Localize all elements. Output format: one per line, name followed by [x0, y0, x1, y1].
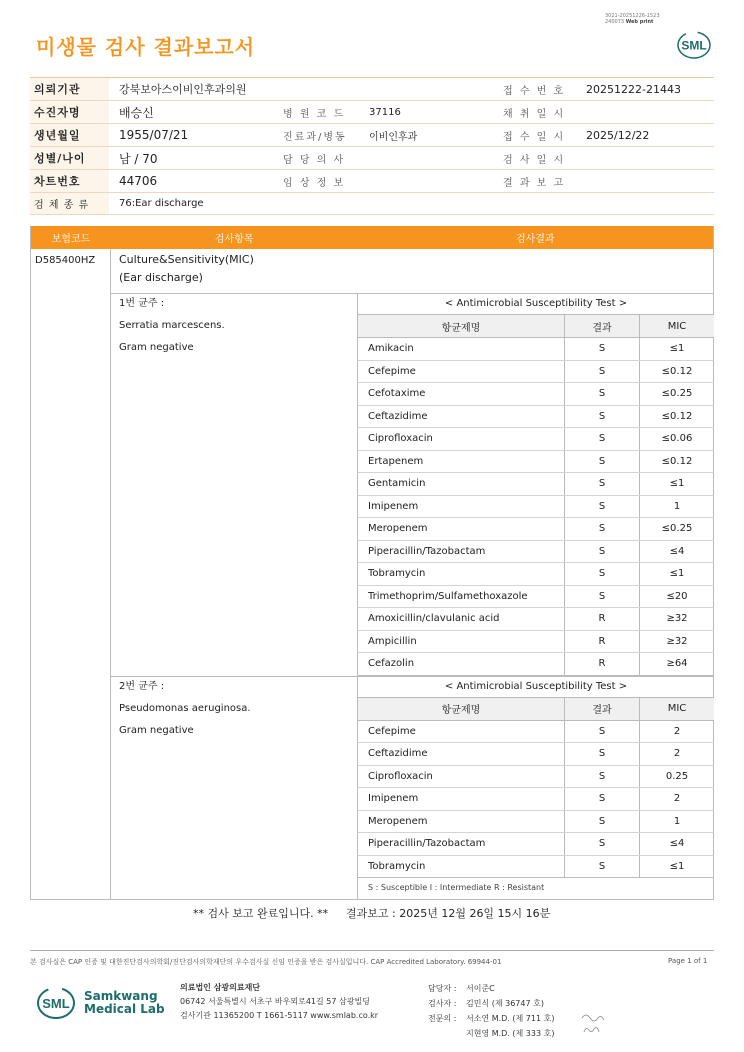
info-row — [30, 124, 714, 147]
ast-col-mic: MIC — [639, 315, 714, 337]
print-id-prefix: 240073 — [605, 19, 625, 25]
staff-row — [428, 996, 554, 1011]
drug-name: Meropenem — [368, 523, 428, 535]
staff-role: 담당자 : — [428, 984, 457, 993]
drug-result: S — [564, 383, 639, 405]
drug-result: S — [564, 833, 639, 855]
drug-result: S — [564, 496, 639, 518]
test-item — [119, 251, 254, 287]
drug-mic: ≤0.12 — [639, 451, 714, 473]
ast-header — [358, 315, 714, 338]
drug-name: Ertapenem — [368, 455, 424, 467]
drug-result: R — [564, 653, 639, 675]
info-label: 생년월일 — [30, 124, 109, 146]
drug-result: S — [564, 361, 639, 383]
info-value — [578, 147, 714, 169]
info-label: 수진자명 — [30, 101, 109, 123]
results-header — [31, 226, 713, 249]
drug-result: S — [564, 541, 639, 563]
organism-label: 1번 균주 : — [119, 298, 165, 309]
ast-col-result: 결과 — [564, 698, 639, 720]
info-label: 병 원 코 드 — [283, 108, 346, 120]
info-value: 배승신 — [119, 105, 154, 120]
ast-title: < Antimicrobial Susceptibility Test > — [358, 293, 714, 315]
info-row — [30, 147, 714, 170]
drug-name: Ceftazidime — [368, 410, 428, 422]
drug-name: Piperacillin/Tazobactam — [368, 545, 486, 557]
completion-text: ** 검사 보고 완료입니다. ** — [193, 907, 329, 920]
info-value: 37116 — [369, 106, 401, 118]
drug-row — [358, 541, 714, 564]
specimen-row — [30, 193, 714, 215]
info-row — [30, 170, 714, 193]
test-item-name: Culture&Sensitivity(MIC) — [119, 253, 254, 266]
drug-name: Imipenem — [368, 793, 419, 805]
svg-text:SML: SML — [42, 996, 70, 1011]
drug-mic: 1 — [639, 811, 714, 833]
drug-mic: 1 — [639, 496, 714, 518]
info-value — [361, 78, 498, 100]
info-label: 성별/나이 — [30, 147, 109, 169]
test-item-specimen: (Ear discharge) — [119, 271, 203, 284]
foundation-name: 의료법인 삼광의료재단 — [180, 983, 261, 992]
ast-header — [358, 698, 714, 721]
info-value — [578, 101, 714, 123]
drug-row — [358, 338, 714, 361]
ast-col-mic: MIC — [639, 698, 714, 720]
drug-name: Ciprofloxacin — [368, 770, 433, 782]
drug-mic: ≤20 — [639, 586, 714, 608]
drug-name: Piperacillin/Tazobactam — [368, 838, 486, 850]
print-id-line1: 3021-20251226-1523 — [605, 13, 660, 19]
col-test-result: 검사결과 — [515, 234, 555, 245]
info-value — [361, 170, 498, 192]
signature-icon — [578, 1008, 608, 1040]
info-label: 진료과/병동 — [283, 131, 347, 143]
drug-mic: ≤1 — [639, 338, 714, 360]
drug-result: S — [564, 586, 639, 608]
sml-logo-icon — [676, 30, 712, 60]
drug-row — [358, 518, 714, 541]
drug-mic: ≤1 — [639, 856, 714, 878]
staff-row — [428, 981, 554, 996]
drug-name: Cefotaxime — [368, 388, 426, 400]
report-title: 미생물 검사 결과보고서 — [36, 35, 256, 59]
drug-result: S — [564, 518, 639, 540]
drug-result: S — [564, 788, 639, 810]
organism-name: Serratia marcescens. — [119, 320, 225, 331]
drug-row — [358, 743, 714, 766]
staff-role: 전문의 : — [428, 1014, 457, 1023]
staff-list — [428, 981, 554, 1041]
drug-mic: 0.25 — [639, 766, 714, 788]
info-value: 20251222-21443 — [586, 82, 681, 96]
drug-mic: ≤1 — [639, 473, 714, 495]
drug-row — [358, 766, 714, 789]
staff-role: 검사자 : — [428, 999, 457, 1008]
drug-name: Trimethoprim/Sulfamethoxazole — [368, 590, 528, 602]
staff-name: 지현영 M.D. (제 333 호) — [466, 1029, 555, 1038]
print-id — [605, 13, 660, 25]
brand-name — [84, 990, 165, 1016]
drug-name: Imipenem — [368, 500, 419, 512]
svg-text:SML: SML — [681, 38, 707, 53]
organism-label: 2번 균주 : — [119, 680, 165, 692]
info-label: 검 사 일 시 — [503, 154, 566, 166]
drug-result: S — [564, 811, 639, 833]
susceptibility-legend: S : Susceptible I : Intermediate R : Resistant — [368, 883, 545, 892]
info-label: 결 과 보 고 — [503, 177, 566, 189]
staff-name: 서이준C — [466, 984, 495, 993]
drug-name: Tobramycin — [368, 568, 426, 580]
drug-name: Gentamicin — [368, 478, 426, 490]
info-label: 접 수 일 시 — [503, 131, 566, 143]
drug-result: S — [564, 563, 639, 585]
drug-row — [358, 631, 714, 654]
drug-name: Cefepime — [368, 365, 416, 377]
drug-mic: ≤4 — [639, 833, 714, 855]
drug-name: Meropenem — [368, 815, 428, 827]
drug-mic: ≤1 — [639, 563, 714, 585]
drug-row — [358, 811, 714, 834]
drug-result: S — [564, 766, 639, 788]
staff-name: 서소연 M.D. (제 711 호) — [466, 1014, 555, 1023]
drug-mic: ≥32 — [639, 631, 714, 653]
info-value: 1955/07/21 — [119, 128, 189, 142]
drug-result: S — [564, 428, 639, 450]
drug-row — [358, 451, 714, 474]
info-value: 2025/12/22 — [586, 128, 650, 142]
drug-row — [358, 856, 714, 879]
drug-mic: ≤0.25 — [639, 383, 714, 405]
specimen-label: 검 체 종 류 — [30, 193, 109, 214]
drug-name: Tobramycin — [368, 860, 426, 872]
info-value — [361, 147, 498, 169]
ast-col-drug: 항균제명 — [441, 322, 481, 334]
organism-gram: Gram negative — [119, 724, 194, 736]
footer-divider — [30, 950, 714, 951]
drug-row — [358, 833, 714, 856]
drug-row — [358, 788, 714, 811]
drug-name: Amikacin — [368, 343, 414, 355]
report-time: 결과보고 : 2025년 12월 26일 15시 16분 — [346, 907, 551, 920]
drug-mic: ≤4 — [639, 541, 714, 563]
drug-result: S — [564, 406, 639, 428]
drug-mic: ≤0.06 — [639, 428, 714, 450]
brand-line1: Samkwang — [84, 989, 158, 1003]
drug-name: Ampicillin — [368, 635, 417, 647]
col-insurance-code: 보험코드 — [51, 234, 91, 245]
page-number: Page 1 of 1 — [668, 957, 708, 965]
col-test-item: 검사항목 — [214, 234, 254, 245]
drug-mic: ≥32 — [639, 608, 714, 630]
info-value — [578, 170, 714, 192]
drug-result: S — [564, 743, 639, 765]
drug-mic: ≤0.12 — [639, 406, 714, 428]
ast-title: < Antimicrobial Susceptibility Test > — [358, 676, 714, 698]
info-row — [30, 101, 714, 124]
drug-row — [358, 428, 714, 451]
staff-row — [428, 1011, 554, 1026]
brand-line2: Medical Lab — [84, 1002, 165, 1016]
drug-mic: ≤0.12 — [639, 361, 714, 383]
drug-row — [358, 586, 714, 609]
drug-name: Cefepime — [368, 725, 416, 737]
info-value: 남 / 70 — [119, 151, 158, 166]
drug-mic: ≤0.25 — [639, 518, 714, 540]
drug-row — [358, 721, 714, 744]
info-label: 채 취 일 시 — [503, 108, 566, 120]
drug-row — [358, 563, 714, 586]
drug-result: S — [564, 721, 639, 743]
drug-result: S — [564, 473, 639, 495]
ast-col-drug: 항균제명 — [441, 705, 481, 716]
samkwang-logo-icon — [36, 983, 76, 1023]
drug-result: R — [564, 608, 639, 630]
drug-row — [358, 608, 714, 631]
info-value: 이비인후과 — [369, 131, 418, 143]
info-row — [30, 78, 714, 101]
info-label: 담 당 의 사 — [283, 154, 346, 166]
info-label: 의뢰기관 — [30, 78, 109, 100]
foundation-info — [180, 981, 378, 1023]
drug-name: Ciprofloxacin — [368, 433, 433, 445]
info-label: 접 수 번 호 — [503, 85, 566, 97]
info-value: 강북보아스이비인후과의원 — [119, 83, 247, 96]
info-label: 차트번호 — [30, 170, 109, 192]
results-table — [30, 226, 714, 900]
drug-mic: ≥64 — [639, 653, 714, 675]
certification-note: 본 검사실은 CAP 인증 및 대한진단검사의학회/진단검사의학재단의 우수검사실 신임 인증을 받은 검사실입니다. CAP Accredited Laboratory. 69944-01 — [30, 958, 502, 966]
drug-row — [358, 361, 714, 384]
organism-info — [119, 676, 251, 742]
drug-name: Amoxicillin/clavulanic acid — [368, 613, 500, 625]
drug-mic: 2 — [639, 721, 714, 743]
info-label: 임 상 정 보 — [283, 177, 346, 189]
info-label — [281, 78, 361, 100]
drug-result: S — [564, 451, 639, 473]
drug-row — [358, 496, 714, 519]
staff-name: 김민식 (제 36747 호) — [466, 999, 544, 1008]
drug-name: Ceftazidime — [368, 748, 428, 760]
insurance-code: D585400HZ — [35, 255, 96, 266]
patient-info-table — [30, 77, 714, 215]
foundation-contact: 검사기관 11365200 T 1661-5117 www.smlab.co.kr — [180, 1011, 379, 1020]
drug-result: R — [564, 631, 639, 653]
drug-mic: 2 — [639, 743, 714, 765]
drug-row — [358, 406, 714, 429]
organism-gram: Gram negative — [119, 342, 194, 353]
organism-info — [119, 293, 225, 359]
drug-row — [358, 473, 714, 496]
staff-role — [428, 1026, 466, 1041]
organism-name: Pseudomonas aeruginosa. — [119, 702, 251, 714]
divider — [110, 249, 111, 899]
foundation-address: 06742 서울특별시 서초구 바우뫼로41길 57 삼광빌딩 — [180, 997, 370, 1006]
web-print-label: Web print — [625, 19, 654, 25]
ast-col-result: 결과 — [564, 315, 639, 337]
drug-row — [358, 653, 714, 676]
drug-mic: 2 — [639, 788, 714, 810]
specimen-value: 76:Ear discharge — [119, 198, 204, 209]
staff-row — [428, 1026, 554, 1041]
drug-result: S — [564, 856, 639, 878]
drug-result: S — [564, 338, 639, 360]
info-value: 44706 — [119, 174, 158, 188]
print-id-line2 — [605, 19, 660, 25]
drug-name: Cefazolin — [368, 658, 415, 670]
drug-row — [358, 383, 714, 406]
